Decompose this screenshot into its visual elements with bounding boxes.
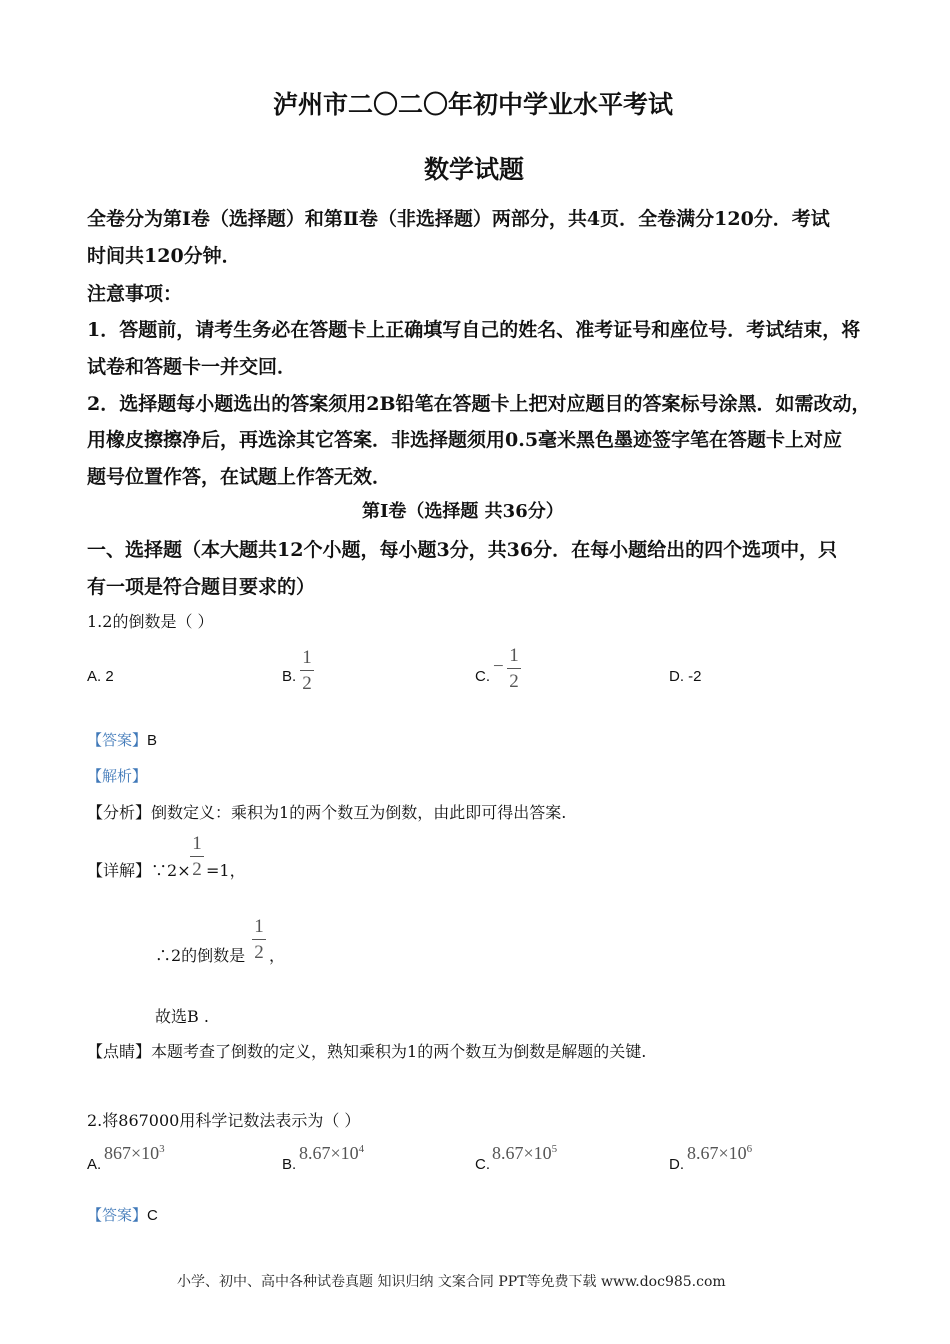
q1-comment bbox=[87, 1039, 646, 1062]
fraction-bar bbox=[507, 668, 521, 669]
q1-fenxi bbox=[87, 800, 566, 823]
answer-tag: 【答案】 bbox=[87, 1207, 148, 1224]
q2-option-a-formula bbox=[104, 1143, 165, 1164]
q2-answer bbox=[87, 1204, 158, 1225]
q1-option-d: D. -2 bbox=[669, 668, 702, 685]
q2-option-c-label: C. bbox=[475, 1156, 490, 1173]
q1-detail bbox=[87, 858, 191, 881]
fraction-bar bbox=[300, 670, 314, 671]
q2-option-b-formula bbox=[299, 1143, 364, 1164]
footer-text: 小学、初中、高中各种试卷真题 知识归纳 文案合同 PPT等免费下载 www.doc985.com bbox=[177, 1274, 726, 1290]
detail-fraction bbox=[190, 834, 204, 879]
notice-1-line-2: 试卷和答题卡一并交回． bbox=[87, 356, 297, 378]
notice-heading: 注意事项： bbox=[87, 283, 183, 305]
answer-value: B bbox=[147, 732, 158, 749]
q1-choose: 故选B . bbox=[155, 1007, 209, 1026]
question-1-stem: 1.2的倒数是（ ） bbox=[87, 612, 214, 631]
formula-base: 8.67×10 bbox=[492, 1143, 552, 1163]
fraction-denominator: 2 bbox=[302, 673, 312, 694]
fenxi-text: 倒数定义：乘积为1的两个数互为倒数，由此即可得出答案. bbox=[151, 803, 567, 822]
fraction-bar bbox=[252, 939, 266, 940]
formula-base: 867×10 bbox=[104, 1143, 160, 1163]
notice-2-line-3: 题号位置作答，在试题上作答无效． bbox=[87, 466, 392, 488]
intro-line-2: 时间共120分钟． bbox=[87, 245, 241, 267]
question-2-stem: 2.将867000用科学记数法表示为（ ） bbox=[87, 1111, 361, 1130]
detail-math-post: =1， bbox=[206, 861, 246, 880]
fenxi-tag: 【分析】 bbox=[87, 803, 152, 822]
fraction-numerator: 1 bbox=[254, 916, 264, 937]
intro-line-1: 全卷分为第Ⅰ卷（选择题）和第Ⅱ卷（非选择题）两部分，共4页．全卷满分120分．考试 bbox=[87, 208, 830, 230]
minus-sign: − bbox=[493, 656, 504, 677]
fraction-numerator: 1 bbox=[192, 833, 202, 854]
formula-exponent: 5 bbox=[551, 1143, 558, 1155]
q2-option-c-formula bbox=[492, 1143, 557, 1164]
q1-option-c-fraction bbox=[507, 646, 521, 691]
q1-answer bbox=[87, 729, 157, 750]
comment-tag: 【点睛】 bbox=[87, 1042, 152, 1061]
step-2-post: ， bbox=[269, 946, 286, 965]
notice-2-line-2: 用橡皮擦擦净后，再选涂其它答案．非选择题须用0.5毫米黑色墨迹签字笔在答题卡上对应 bbox=[87, 429, 843, 451]
part-instruction-line-1: 一、选择题（本大题共12个小题，每小题3分，共36分．在每小题给出的四个选项中，只 bbox=[87, 539, 838, 561]
formula-base: 8.67×10 bbox=[299, 1143, 359, 1163]
q1-option-c-label: C. bbox=[475, 668, 490, 685]
exam-title: 泸州市二〇二〇年初中学业水平考试 bbox=[273, 90, 674, 119]
fraction-denominator: 2 bbox=[509, 671, 519, 692]
part-instruction-line-2: 有一项是符合题目要求的） bbox=[87, 576, 316, 598]
q1-option-b-label: B. bbox=[282, 668, 297, 685]
q2-option-a-label: A. bbox=[87, 1156, 102, 1173]
detail-tag: 【详解】 bbox=[87, 861, 152, 880]
step-2-pre: ∴2的倒数是 bbox=[155, 946, 246, 965]
fraction-denominator: 2 bbox=[192, 859, 202, 880]
formula-exponent: 4 bbox=[358, 1143, 365, 1155]
fraction-numerator: 1 bbox=[509, 645, 519, 666]
exam-subtitle: 数学试题 bbox=[424, 155, 525, 184]
q1-option-b-fraction bbox=[300, 648, 314, 693]
formula-base: 8.67×10 bbox=[687, 1143, 747, 1163]
fraction-numerator: 1 bbox=[302, 647, 312, 668]
q1-analysis-tag: 【解析】 bbox=[87, 768, 148, 785]
notice-1-line-1: 1．答题前，请考生务必在答题卡上正确填写自己的姓名、准考证号和座位号．考试结束，将 bbox=[87, 319, 861, 341]
answer-tag: 【答案】 bbox=[87, 732, 148, 749]
step-2-fraction bbox=[252, 917, 266, 962]
q1-option-a: A. 2 bbox=[87, 668, 114, 685]
comment-text: 本题考查了倒数的定义，熟知乘积为1的两个数互为倒数是解题的关键. bbox=[151, 1042, 647, 1061]
q2-option-d-formula bbox=[687, 1143, 752, 1164]
fraction-bar bbox=[190, 856, 204, 857]
section-heading: 第Ⅰ卷（选择题 共36分） bbox=[362, 501, 564, 522]
q2-option-b-label: B. bbox=[282, 1156, 297, 1173]
q2-option-d-label: D. bbox=[669, 1156, 684, 1173]
formula-exponent: 6 bbox=[746, 1143, 753, 1155]
answer-value: C bbox=[147, 1207, 158, 1224]
formula-exponent: 3 bbox=[159, 1143, 165, 1155]
fraction-denominator: 2 bbox=[254, 942, 264, 963]
notice-2-line-1: 2．选择题每小题选出的答案须用2B铅笔在答题卡上把对应题目的答案标号涂黑．如需改动， bbox=[87, 393, 871, 415]
detail-math-pre: ∵2× bbox=[151, 861, 191, 880]
